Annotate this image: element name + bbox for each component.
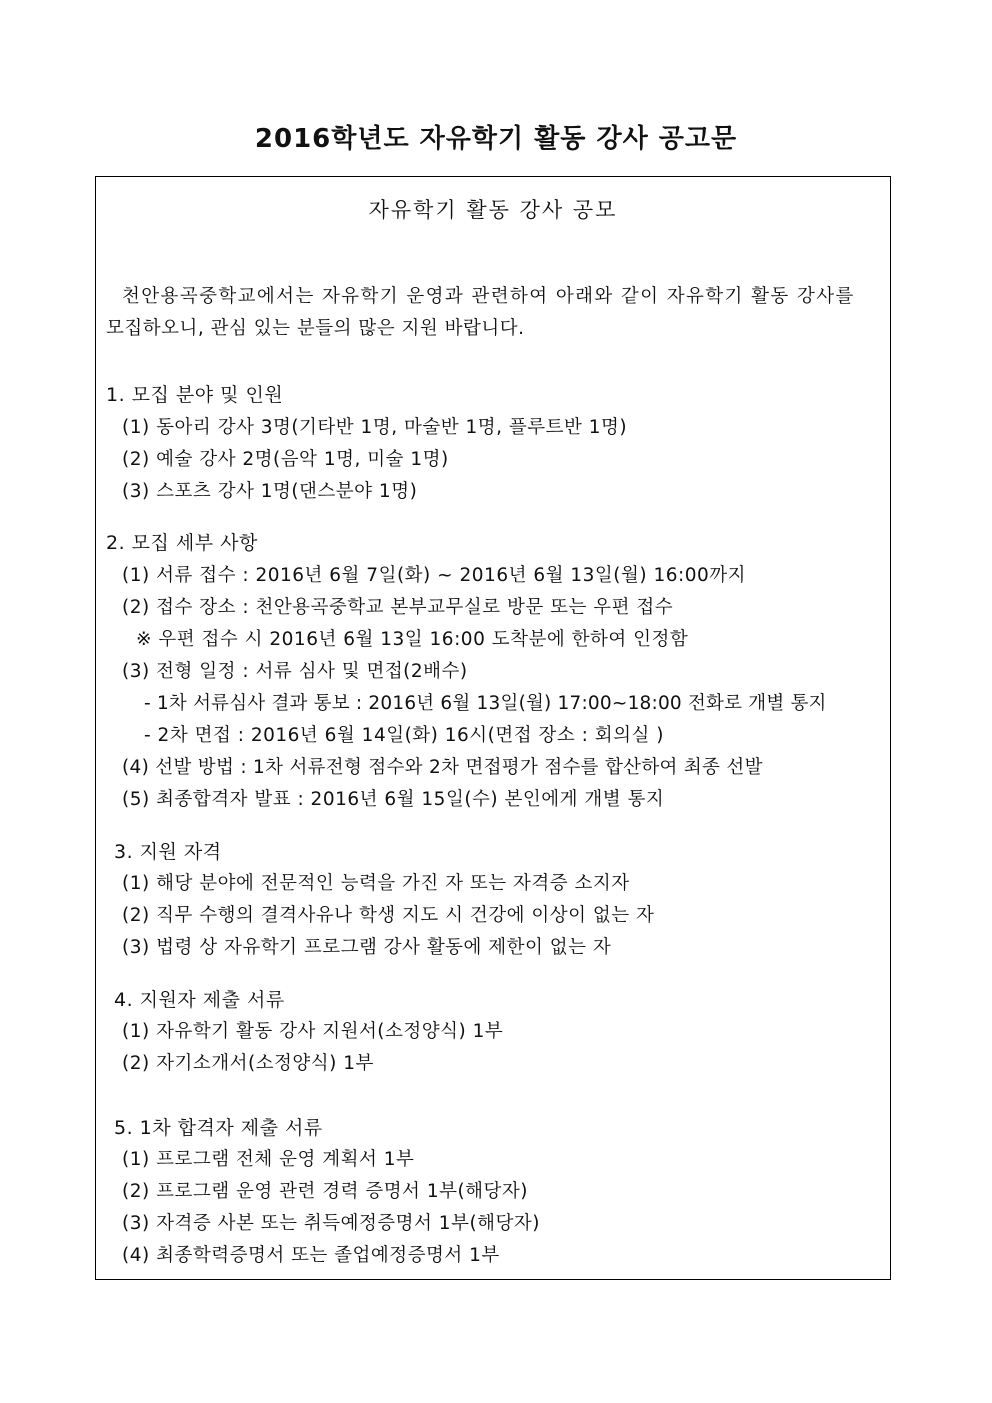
section-2-item-1: (1) 서류 접수 : 2016년 6월 7일(화) ~ 2016년 6월 13일(월) 16:00까지 xyxy=(122,565,747,586)
section-4-item-1: (1) 자유학기 활동 강사 지원서(소정양식) 1부 xyxy=(122,1021,504,1042)
section-5-item-1: (1) 프로그램 전체 운영 계획서 1부 xyxy=(122,1149,415,1170)
section-2-item-2: (2) 접수 장소 : 천안용곡중학교 본부교무실로 방문 또는 우편 접수 xyxy=(122,597,674,618)
section-2-note: ※ 우편 접수 시 2016년 6월 13일 16:00 도착분에 한하여 인정함 xyxy=(136,629,689,650)
box-title: 자유학기 활동 강사 공모 xyxy=(368,198,618,222)
section-4-heading: 4. 지원자 제출 서류 xyxy=(114,989,285,1011)
section-2-item-3: (3) 전형 일정 : 서류 심사 및 면접(2배수) xyxy=(122,661,468,682)
section-5-item-3: (3) 자격증 사본 또는 취득예정증명서 1부(해당자) xyxy=(122,1213,540,1234)
section-2-subitem-2: - 2차 면접 : 2016년 6월 14일(화) 16시(면접 장소 : 회의실 ) xyxy=(144,725,664,746)
intro-line-2: 모집하오니, 관심 있는 분들의 많은 지원 바랍니다. xyxy=(106,318,525,339)
section-1-heading: 1. 모집 분야 및 인원 xyxy=(106,384,284,406)
intro-line-1: 천안용곡중학교에서는 자유학기 운영과 관련하여 아래와 같이 자유학기 활동 강사를 xyxy=(122,286,855,307)
section-1-item-3: (3) 스포츠 강사 1명(댄스분야 1명) xyxy=(122,481,418,502)
section-2-item-4: (4) 선발 방법 : 1차 서류전형 점수와 2차 면접평가 점수를 합산하여 최종 선발 xyxy=(122,757,763,778)
page-title: 2016학년도 자유학기 활동 강사 공고문 xyxy=(254,124,738,154)
section-1-item-1: (1) 동아리 강사 3명(기타반 1명, 마술반 1명, 플루트반 1명) xyxy=(122,417,628,438)
section-5-heading: 5. 1차 합격자 제출 서류 xyxy=(114,1117,323,1139)
section-2-item-5: (5) 최종합격자 발표 : 2016년 6월 15일(수) 본인에게 개별 통지 xyxy=(122,789,665,810)
section-5-item-2: (2) 프로그램 운영 관련 경력 증명서 1부(해당자) xyxy=(122,1181,529,1202)
section-2-heading: 2. 모집 세부 사항 xyxy=(106,532,258,554)
section-4-item-2: (2) 자기소개서(소정양식) 1부 xyxy=(122,1053,374,1074)
section-2-subitem-1: - 1차 서류심사 결과 통보 : 2016년 6월 13일(월) 17:00~18:00 전화로 개별 통지 xyxy=(144,693,827,714)
section-5-item-4: (4) 최종학력증명서 또는 졸업예정증명서 1부 xyxy=(122,1245,500,1266)
section-3-item-3: (3) 법령 상 자유학기 프로그램 강사 활동에 제한이 없는 자 xyxy=(122,937,612,958)
section-3-item-2: (2) 직무 수행의 결격사유나 학생 지도 시 건강에 이상이 없는 자 xyxy=(122,905,655,926)
section-3-item-1: (1) 해당 분야에 전문적인 능력을 가진 자 또는 자격증 소지자 xyxy=(122,873,630,894)
section-1-item-2: (2) 예술 강사 2명(음악 1명, 미술 1명) xyxy=(122,449,449,470)
section-3-heading: 3. 지원 자격 xyxy=(114,841,222,863)
